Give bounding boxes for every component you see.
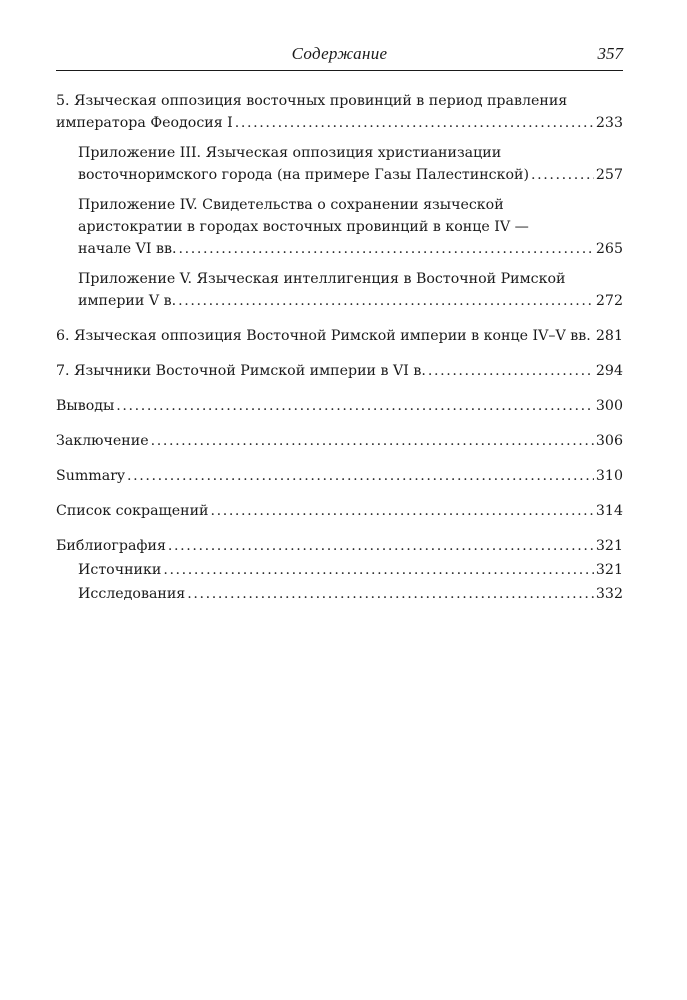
dot-leader [593,325,594,347]
toc-entry-page: 281 [595,328,623,344]
table-of-contents [56,90,623,605]
page-number: 357 [597,44,623,63]
toc-entry-page: 306 [595,433,623,449]
toc-entry-conclusions[interactable] [56,395,623,417]
toc-entry-studies[interactable] [56,583,623,605]
toc-entry-title: Источники [78,562,162,578]
toc-entry-abbreviations[interactable] [56,500,623,522]
toc-entry-page: 294 [595,363,623,379]
toc-entry-title: начале VI вв. [78,241,177,257]
dot-leader [531,164,594,186]
toc-entry-chapter-5[interactable] [56,90,623,134]
dot-leader [187,583,594,605]
toc-entry-page: 233 [595,115,623,131]
toc-entry-appendix-3[interactable] [56,142,623,186]
running-head [56,44,623,70]
toc-entry-title: Библиография [56,538,166,554]
running-title: Содержание [291,44,388,63]
toc-entry-line: 5. Языческая оппозиция восточных провинций в период правления [56,93,568,109]
toc-entry-summary[interactable] [56,465,623,487]
toc-entry-page: 332 [595,586,623,602]
toc-entry-title: Список сокращений [56,503,209,519]
toc-entry-page: 300 [595,398,623,414]
toc-entry-title: императора Феодосия I [56,115,233,131]
dot-leader [178,290,594,312]
toc-entry-page: 321 [595,562,623,578]
toc-entry-page: 265 [595,241,623,257]
dot-leader [210,500,593,522]
toc-entry-page: 314 [595,503,623,519]
toc-entry-line: Приложение V. Языческая интеллигенция в Восточной Римской [78,271,566,287]
toc-entry-chapter-6[interactable] [56,325,623,347]
toc-entry-appendix-4[interactable] [56,194,623,260]
toc-entry-title: империи V в. [78,293,177,309]
toc-entry-title: Выводы [56,398,115,414]
dot-leader [163,559,594,581]
toc-entry-line: аристократии в городах восточных провинций в конце IV — [78,219,529,235]
toc-entry-page: 321 [595,538,623,554]
toc-entry-line: Приложение IV. Свидетельства о сохранении языческой [78,197,504,213]
toc-entry-line: Приложение III. Языческая оппозиция христианизации [78,145,502,161]
header-rule [56,70,623,71]
toc-entry-chapter-7[interactable] [56,360,623,382]
dot-leader [235,112,594,134]
dot-leader [127,465,594,487]
toc-entry-appendix-5[interactable] [56,268,623,312]
dot-leader [179,238,594,260]
toc-entry-sources[interactable] [56,559,623,581]
dot-leader [428,360,594,382]
toc-entry-title: Заключение [56,433,149,449]
toc-entry-title: 7. Язычники Восточной Римской империи в VI в. [56,363,426,379]
dot-leader [151,430,594,452]
toc-entry-page: 272 [595,293,623,309]
toc-entry-page: 310 [595,468,623,484]
toc-entry-bibliography[interactable] [56,535,623,557]
dot-leader [168,535,594,557]
toc-entry-title: Исследования [78,586,186,602]
toc-entry-page: 257 [595,167,623,183]
dot-leader [116,395,594,417]
toc-entry-title: Summary [56,468,126,484]
toc-entry-title: восточноримского города (на примере Газы Палестинской) [78,167,530,183]
toc-entry-afterword[interactable] [56,430,623,452]
toc-entry-title: 6. Языческая оппозиция Восточной Римской империи в конце IV–V вв. [56,328,591,344]
